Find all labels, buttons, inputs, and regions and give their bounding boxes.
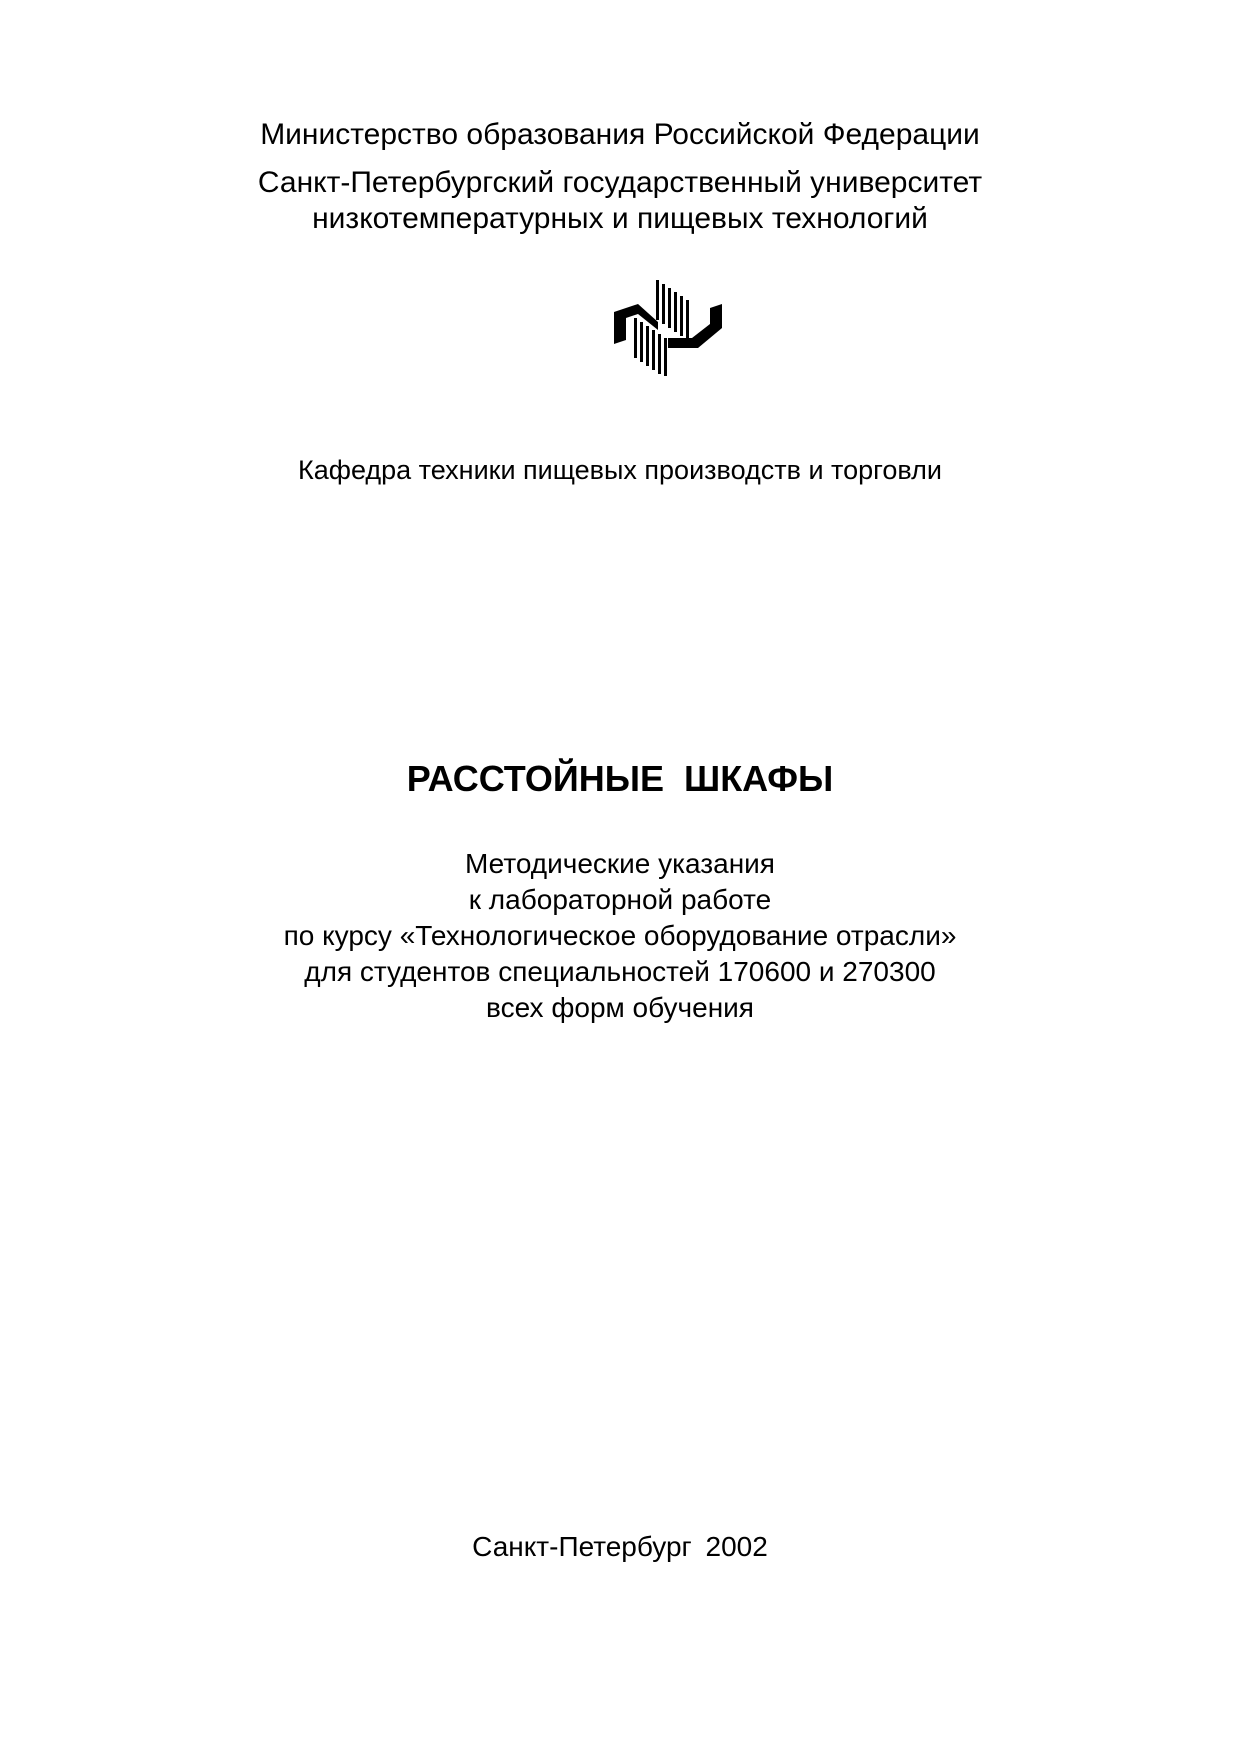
subtitle-line-2: к лабораторной работе: [468, 884, 772, 915]
document-title: РАССТОЙНЫЕ ШКАФЫ: [406, 758, 834, 799]
university-line-1: Санкт-Петербургский государственный университет: [257, 166, 983, 199]
university-line-2: низкотемпературных и пищевых технологий: [312, 202, 928, 235]
ministry-line: Министерство образования Российской Федерации: [260, 118, 980, 151]
subtitle-line-4: для студентов специальностей 170600 и 270300: [304, 956, 936, 987]
city-year: Санкт-Петербург 2002: [472, 1531, 768, 1562]
department-line: Кафедра техники пищевых производств и торговли: [298, 455, 942, 485]
subtitle-line-5: всех форм обучения: [486, 992, 754, 1023]
subtitle-line-1: Методические указания: [465, 848, 775, 879]
subtitle-line-3: по курсу «Технологическое оборудование отрасли»: [283, 920, 957, 951]
university-emblem-icon: [612, 278, 724, 378]
